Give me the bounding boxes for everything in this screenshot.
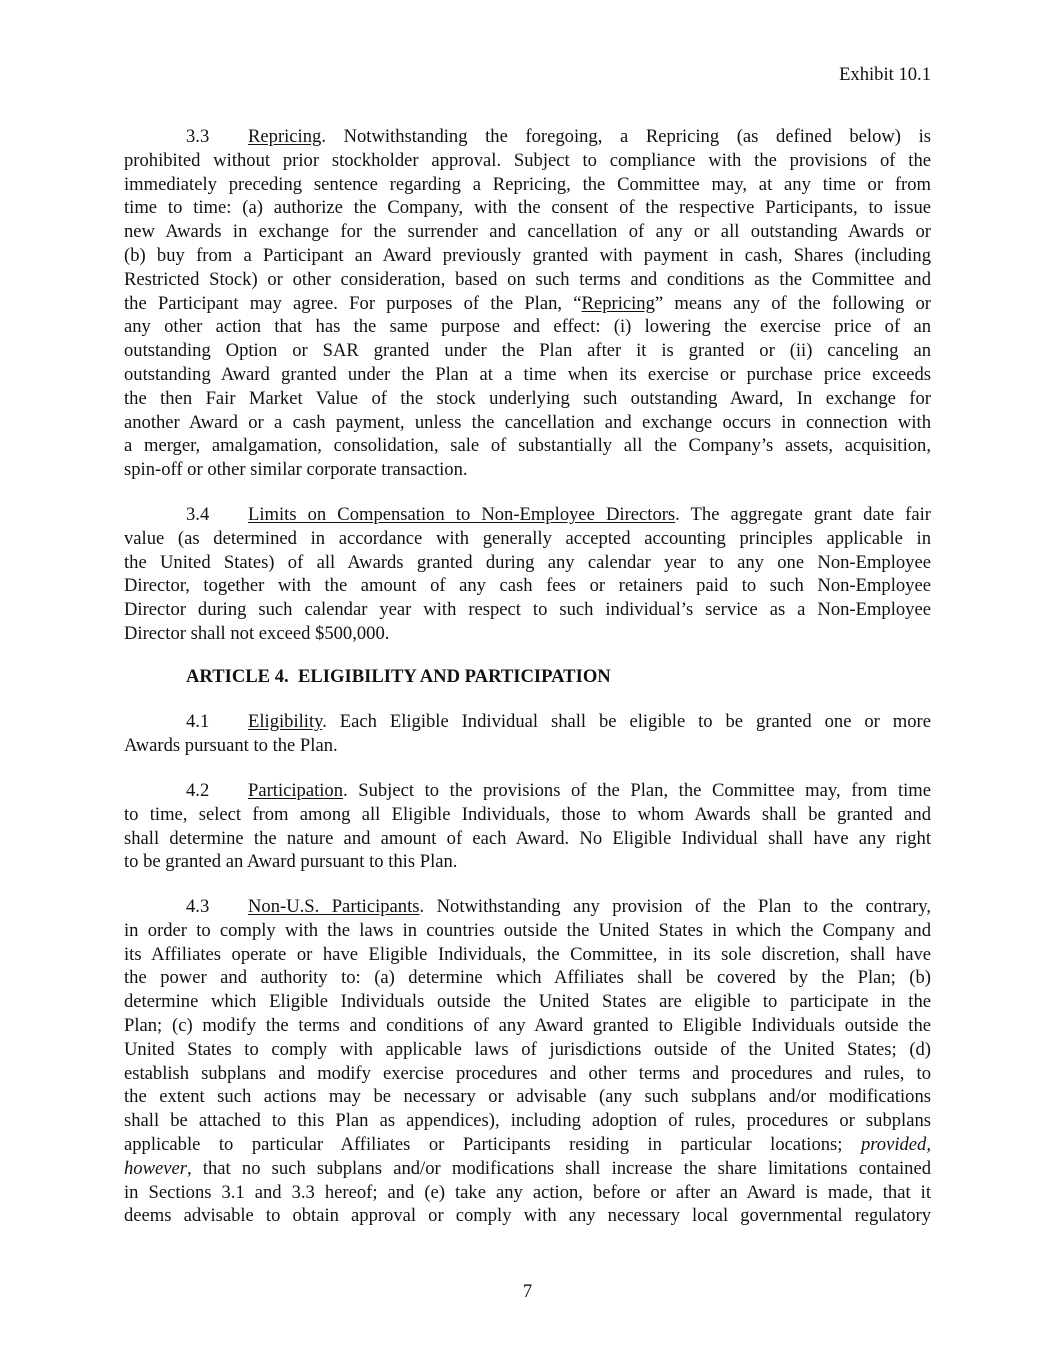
section-first-line: 4.3 Non-U.S. Participants. Notwithstanding any provision of the Plan to the contrary, xyxy=(186,896,932,917)
section-3-3 xyxy=(124,125,931,482)
paragraph-line: Restricted Stock) or other consideration, based on such terms and conditions as the Committee and xyxy=(124,268,931,290)
paragraph-line: its Affiliates operate or have Eligible Individuals, the Committee, in its sole discretion, shall have xyxy=(124,943,931,965)
section-first-line: 4.2 Participation. Subject to the provisions of the Plan, the Committee may, from time xyxy=(186,780,931,801)
paragraph-line: to time, select from among all Eligible Individuals, those to whom Awards shall be granted and xyxy=(124,803,931,825)
section-number: 3.3 xyxy=(186,126,210,147)
section-title: Limits on Compensation to Non-Employee Directors xyxy=(248,504,676,525)
section-title: Repricing xyxy=(248,126,322,147)
paragraph-line: in order to comply with the laws in countries outside the United States in which the Company and xyxy=(124,919,931,941)
page-number: 7 xyxy=(522,1281,533,1302)
section-first-line: 3.3 Repricing. Notwithstanding the foregoing, a Repricing (as defined below) is xyxy=(186,126,931,147)
exhibit-label: Exhibit 10.1 xyxy=(839,64,931,85)
paragraph-line: the United States) of all Awards granted during any calendar year to any one Non-Employee xyxy=(124,551,931,573)
italic-however: however xyxy=(124,1157,187,1179)
paragraph-line: applicable to particular Affiliates or Participants residing in particular locations; provided, xyxy=(124,1133,931,1155)
paragraph-line: establish subplans and modify exercise procedures and other terms and procedures and rules, to xyxy=(124,1062,931,1084)
paragraph-line: in Sections 3.1 and 3.3 hereof; and (e) take any action, before or after an Award is made, that it xyxy=(124,1181,931,1203)
italic-provided: provided, xyxy=(860,1133,931,1155)
paragraph-line: United States to comply with applicable laws of jurisdictions outside of the United States; (d) xyxy=(124,1038,931,1060)
section-number: 4.3 xyxy=(186,896,210,917)
section-3-4 xyxy=(124,503,931,646)
paragraph-line: to be granted an Award pursuant to this Plan. xyxy=(124,851,458,873)
paragraph-line: Director during such calendar year with respect to such individual’s service as a Non-Employee xyxy=(124,599,931,621)
paragraph-line: new Awards in exchange for the surrender and cancellation of any or all outstanding Awards or xyxy=(124,221,931,243)
paragraph-line: deems advisable to obtain approval or comply with any necessary local governmental regulatory xyxy=(124,1205,931,1227)
section-4-3 xyxy=(124,895,931,1228)
section-number: 4.2 xyxy=(186,780,210,801)
paragraph-line: shall be attached to this Plan as appendices), including adoption of rules, procedures or subplans xyxy=(124,1110,931,1132)
paragraph-line: determine which Eligible Individuals outside the United States are eligible to participate in the xyxy=(124,991,931,1013)
section-4-1 xyxy=(124,710,931,758)
paragraph-line: prohibited without prior stockholder approval. Subject to compliance with the provisions of the xyxy=(124,149,931,171)
paragraph-line: a merger, amalgamation, consolidation, sale of substantially all the Company’s assets, acquisition, xyxy=(124,435,931,457)
section-number: 3.4 xyxy=(186,504,210,525)
paragraph-line: however, that no such subplans and/or modifications shall increase the share limitations contained xyxy=(124,1157,931,1179)
paragraph-line: any other action that has the same purpose and effect: (i) lowering the exercise price of an xyxy=(124,316,931,338)
paragraph-line: Director, together with the amount of any cash fees or retainers paid to such Non-Employee xyxy=(124,575,931,597)
paragraph-line: Plan; (c) modify the terms and conditions of any Award granted to Eligible Individuals outside the xyxy=(124,1014,931,1036)
section-title: Participation xyxy=(248,780,344,801)
section-title: Eligibility xyxy=(248,711,323,732)
paragraph-line: immediately preceding sentence regarding a Repricing, the Committee may, at any time or from xyxy=(124,173,931,195)
paragraph-line: outstanding Option or SAR granted under the Plan after it is granted or (ii) canceling an xyxy=(124,340,931,362)
paragraph-line: the extent such actions may be necessary or advisable (any such subplans and/or modifications xyxy=(124,1086,931,1108)
paragraph-line: the then Fair Market Value of the stock underlying such outstanding Award, In exchange for xyxy=(124,387,931,409)
paragraph-line: value (as determined in accordance with generally accepted accounting principles applicable in xyxy=(124,527,931,549)
section-first-line: 3.4 Limits on Compensation to Non-Employee Directors. The aggregate grant date fair xyxy=(186,504,931,525)
paragraph-line: time to time: (a) authorize the Company, with the consent of the respective Participants, to issue xyxy=(124,197,931,219)
paragraph-line: (b) buy from a Participant an Award previously granted with payment in cash, Shares (including xyxy=(124,244,931,266)
paragraph-line: shall determine the nature and amount of each Award. No Eligible Individual shall have any right xyxy=(124,827,931,849)
paragraph-line: spin-off or other similar corporate transaction. xyxy=(124,459,468,481)
paragraph-line: the Participant may agree. For purposes of the Plan, “Repricing” means any of the following or xyxy=(124,292,931,314)
section-title: Non-U.S. Participants xyxy=(248,896,420,917)
paragraph-line: the power and authority to: (a) determine which Affiliates shall be covered by the Plan; (b) xyxy=(124,967,931,989)
paragraph-line: Awards pursuant to the Plan. xyxy=(124,734,338,756)
section-4-2 xyxy=(124,779,931,874)
article-heading: ARTICLE 4. ELIGIBILITY AND PARTICIPATION xyxy=(186,666,611,687)
section-first-line: 4.1 Eligibility. Each Eligible Individual shall be eligible to be granted one or more xyxy=(186,711,931,732)
paragraph-line: Director shall not exceed $500,000. xyxy=(124,622,390,644)
paragraph-line: another Award or a cash payment, unless the cancellation and exchange occurs in connection with xyxy=(124,411,931,433)
section-number: 4.1 xyxy=(186,711,210,732)
paragraph-line: outstanding Award granted under the Plan at a time when its exercise or purchase price exceeds xyxy=(124,363,931,385)
defined-term-repricing: Repricing xyxy=(581,292,655,314)
